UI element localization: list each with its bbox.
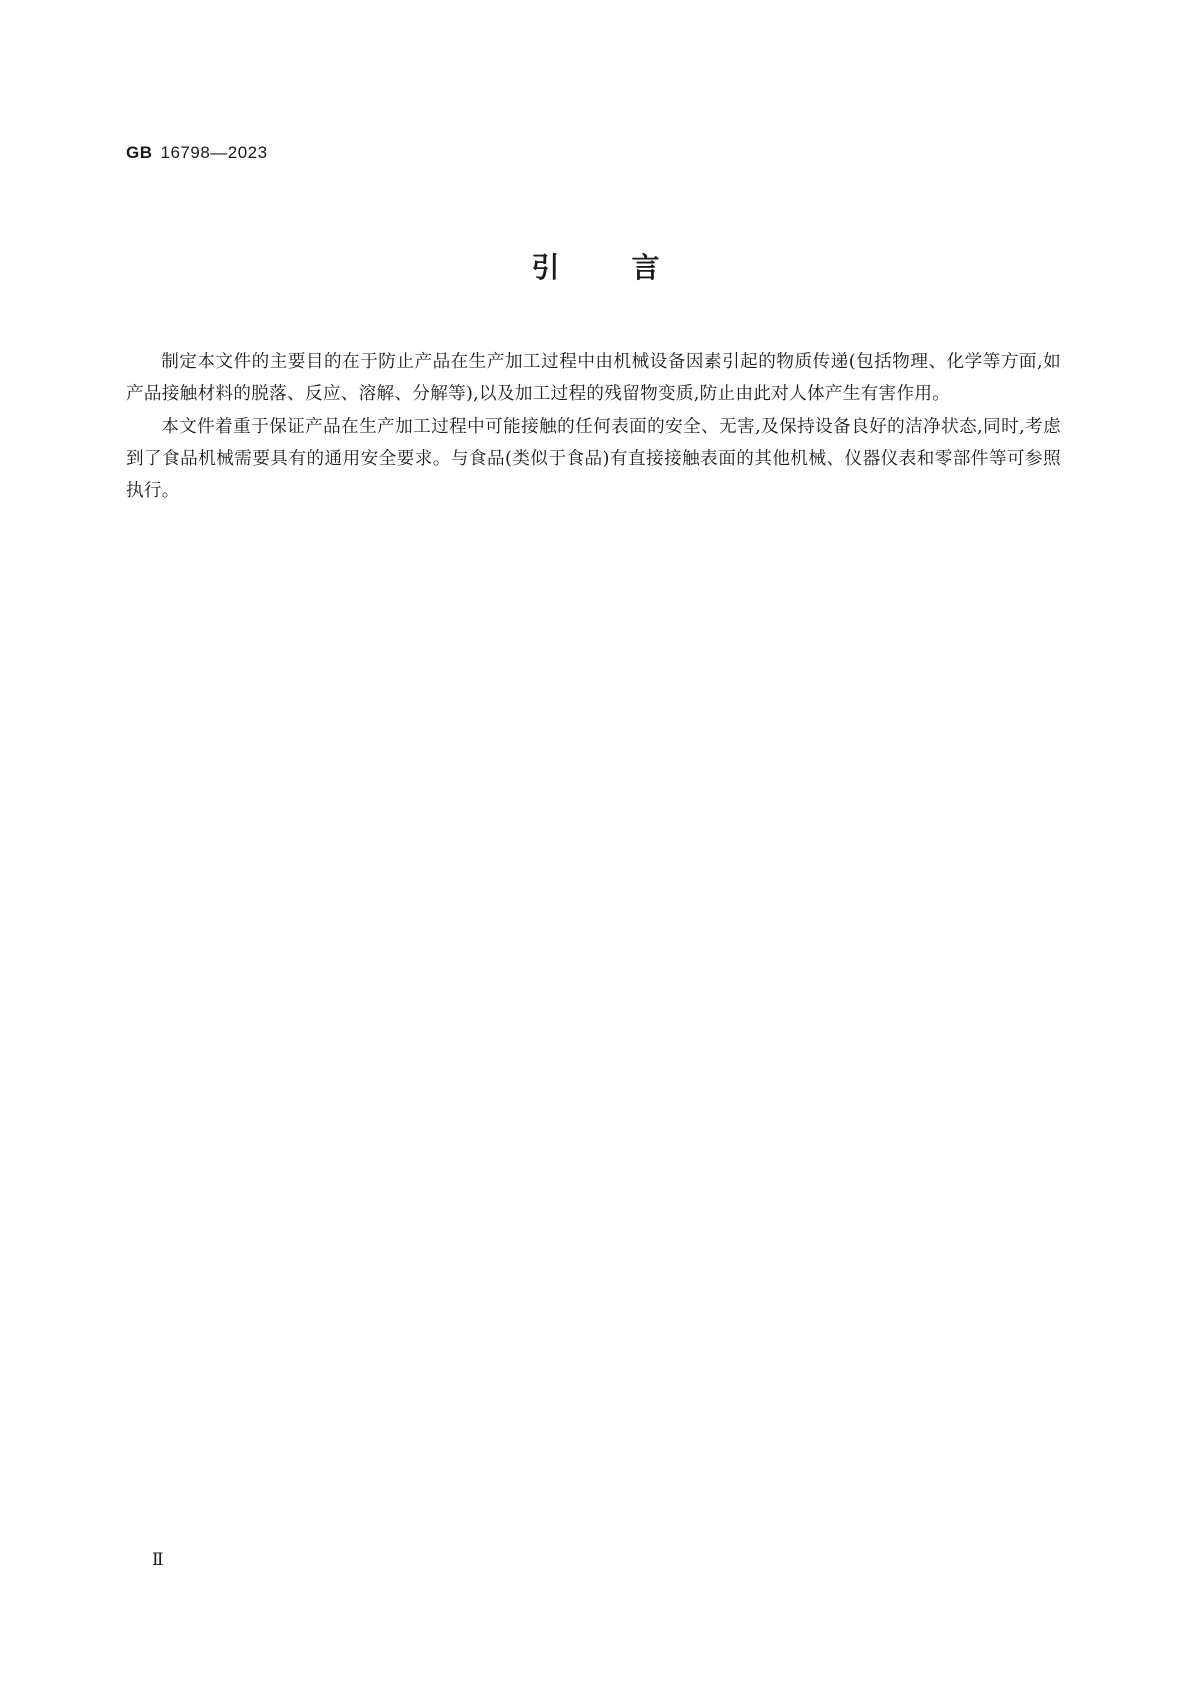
paragraph: 制定本文件的主要目的在于防止产品在生产加工过程中由机械设备因素引起的物质传递(包括物理、化学等方面,如产品接触材料的脱落、反应、溶解、分解等),以及加工过程的残留物变质,防止由此对人体产生有害作用。 xyxy=(126,352,1061,405)
page-title xyxy=(0,246,1191,286)
standard-prefix: GB xyxy=(126,143,153,162)
introduction-body xyxy=(126,346,1061,507)
paragraph: 本文件着重于保证产品在生产加工过程中可能接触的任何表面的安全、无害,及保持设备良好的洁净状态,同时,考虑到了食品机械需要具有的通用安全要求。与食品(类似于食品)有直接接触表面的其他机械、仪器仪表和零部件等可参照执行。 xyxy=(126,416,1061,502)
standard-number: 16798—2023 xyxy=(160,143,268,162)
page-number: Ⅱ xyxy=(152,1550,164,1570)
standard-code xyxy=(126,143,268,163)
page-title-char-1: 引 xyxy=(531,251,560,284)
page-title-char-2: 言 xyxy=(631,251,660,284)
